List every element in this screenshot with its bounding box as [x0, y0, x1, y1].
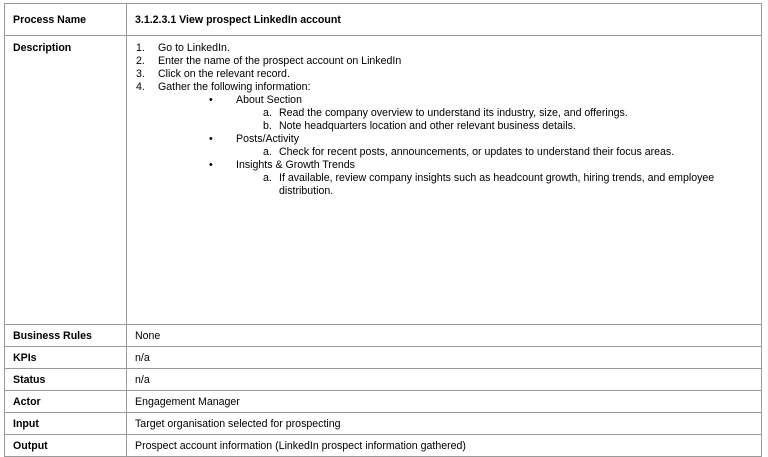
sub-item [135, 146, 761, 159]
section-title: Posts/Activity [236, 133, 299, 145]
output-row [5, 435, 762, 457]
step-item [135, 81, 761, 94]
sub-letter: a. [263, 107, 272, 119]
input-value: Target organisation selected for prospecting [127, 413, 762, 435]
business-rules-value: None [127, 325, 762, 347]
business-rules-row [5, 325, 762, 347]
sub-item [135, 120, 761, 133]
actor-value: Engagement Manager [127, 391, 762, 413]
kpis-row [5, 347, 762, 369]
step-text: Go to LinkedIn. [158, 42, 230, 54]
status-row [5, 369, 762, 391]
business-rules-label: Business Rules [5, 325, 127, 347]
step-number: 3. [136, 68, 145, 80]
bullet-icon: • [209, 159, 213, 171]
process-table [4, 3, 762, 457]
sub-item [135, 107, 761, 120]
step-text: Click on the relevant record. [158, 68, 290, 80]
description-value [127, 36, 762, 325]
input-row [5, 413, 762, 435]
sub-text: Note headquarters location and other relevant business details. [279, 120, 576, 132]
actor-label: Actor [5, 391, 127, 413]
input-label: Input [5, 413, 127, 435]
status-label: Status [5, 369, 127, 391]
description-label: Description [5, 36, 127, 325]
sub-item-continuation: distribution. [279, 185, 334, 197]
kpis-value: n/a [127, 347, 762, 369]
section-item [135, 159, 761, 172]
actor-row [5, 391, 762, 413]
section-item [135, 133, 761, 146]
sub-item [135, 172, 761, 185]
steps-list [135, 42, 761, 198]
sub-letter: a. [263, 172, 272, 184]
process-name-label: Process Name [5, 4, 127, 36]
kpis-label: KPIs [5, 347, 127, 369]
section-item [135, 94, 761, 107]
section-title: About Section [236, 94, 302, 106]
step-number: 1. [136, 42, 145, 54]
step-text: Gather the following information: [158, 81, 311, 93]
sub-text: Read the company overview to understand its industry, size, and offerings. [279, 107, 628, 119]
step-number: 4. [136, 81, 145, 93]
step-item [135, 42, 761, 55]
bullet-icon: • [209, 94, 213, 106]
output-value: Prospect account information (LinkedIn prospect information gathered) [127, 435, 762, 457]
sub-text: If available, review company insights such as headcount growth, hiring trends, and employee [279, 172, 715, 184]
sub-letter: a. [263, 146, 272, 158]
process-name-value: 3.1.2.3.1 View prospect LinkedIn account [127, 4, 762, 36]
status-value: n/a [127, 369, 762, 391]
step-item [135, 68, 761, 81]
description-row [5, 36, 762, 325]
process-name-row [5, 4, 762, 36]
bullet-icon: • [209, 133, 213, 145]
output-label: Output [5, 435, 127, 457]
section-title: Insights & Growth Trends [236, 159, 355, 171]
step-item [135, 55, 761, 68]
sub-letter: b. [263, 120, 272, 132]
sub-text: Check for recent posts, announcements, or updates to understand their focus areas. [279, 146, 675, 158]
step-number: 2. [136, 55, 145, 67]
step-text: Enter the name of the prospect account on LinkedIn [158, 55, 402, 67]
